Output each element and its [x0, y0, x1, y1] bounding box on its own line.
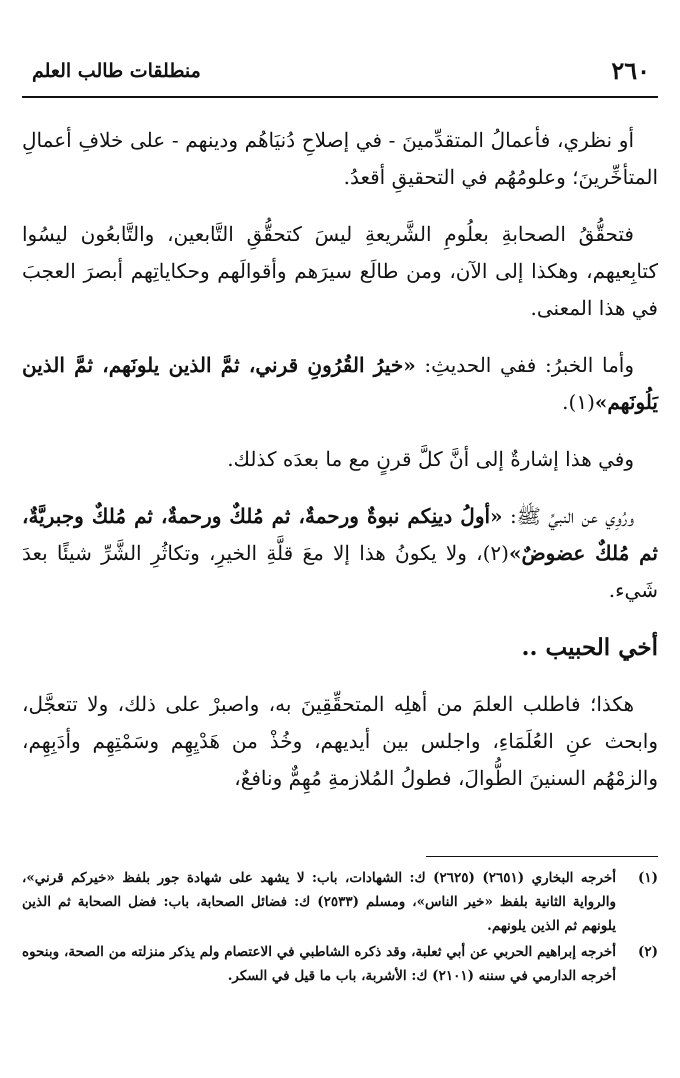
page-header	[22, 56, 658, 98]
main-text	[22, 122, 658, 817]
footnote-number: (٢)	[637, 944, 658, 960]
footnote-ref-1: (١).	[562, 390, 595, 414]
hadith-intro: وأما الخبرُ: ففي الحديثِ:	[415, 353, 635, 377]
paragraph-5	[22, 498, 658, 609]
paragraph-1: أو نظري، فأعمالُ المتقدِّمينَ - في إصلاحِ دُنيَاهُم ودينهم - على خلافِ أعمالِ المتأخِّرينَ؛ وعلومُهُم في التحقيقِ أقعدُ.	[22, 128, 658, 189]
hadith-quote: «خيرُ القُرُونِ قرني، ثمَّ الذين يلونَهم، ثمَّ الذين يَلُونَهم»	[22, 353, 658, 414]
footnote-divider	[426, 856, 658, 857]
paragraph-5-continuation: (٢)، ولا يكونُ هذا إلا معَ قلَّةِ الخيرِ، وتكاثُرِ الشَّرِّ شيئًا بعدَ شَيء.	[22, 541, 658, 602]
footnote-number: (١)	[637, 870, 658, 886]
footnotes	[22, 866, 658, 990]
page-number: ٢٦٠	[611, 56, 650, 85]
paragraph-2: فتحقُّقُ الصحابةِ بعلُومِ الشَّريعةِ ليسَ كتحقُّقِ التَّابعين، والتَّابعُون ليسُوا كتابِعيهم، وهكذا إلى الآن، ومن طالَع سيرَهم وأقوالَهم وحكاياتِهم أبصرَ العجبَ في هذا المعنى.	[22, 222, 658, 320]
paragraph-4: وفي هذا إشارةٌ إلى أنَّ كلَّ قرنٍ مع ما بعدَه كذلك.	[227, 447, 634, 471]
footnote-text: أخرجه إبراهيم الحربي عن أبي ثعلبة، وقد ذكره الشاطبي في الاعتصام ولم يذكر منزلته من الصحة، وبنحوه أخرجه الدارمي في سننه (٢١٠١) ك: الأشربة، باب ما قيل في السكر.	[22, 944, 616, 984]
hadith-quote-2: «أولُ دينِكم نبوةٌ ورحمةٌ، ثم مُلكٌ ورحمةٌ، ثم مُلكٌ وجبريَّةٌ، ثم مُلكٌ عضوضٌ»	[22, 504, 658, 565]
running-title: منطلقات طالب العلم	[32, 60, 201, 82]
paragraph-6: هكذا؛ فاطلب العلمَ من أهلِه المتحقِّقِينَ به، واصبرْ على ذلك، ولا تتعجَّل، وابحث عنِ العُلَمَاءِ، واجلس بين أيديهم، وخُذْ من هَدْيِهِم وسَمْتِهِم وأدَبِهِم، والزمْهُم السنينَ الطُّوالَ، فطولُ المُلازمةِ مُهِمٌّ ونافعٌ،	[22, 692, 658, 790]
paragraph-3	[22, 347, 658, 421]
footnote-1	[22, 866, 658, 938]
hadith-intro-2: ورُوِي عن النبيِّ ﷺ:	[502, 504, 635, 528]
footnote-text: أخرجه البخاري (٢٦٥١) (٢٦٢٥) ك: الشهادات، باب: لا يشهد على شهادة جور بلفظ «خيركم قرني»، والرواية الثانية بلفظ «خير الناس»، ومسلم (٢٥٣٣) ك: فضائل الصحابة، باب: فضل الصحابة ثم الذين يلونهم ثم الذين يلونهم.	[22, 870, 617, 934]
section-heading: أخي الحبيب ..	[521, 634, 658, 661]
footnote-2	[22, 940, 658, 988]
